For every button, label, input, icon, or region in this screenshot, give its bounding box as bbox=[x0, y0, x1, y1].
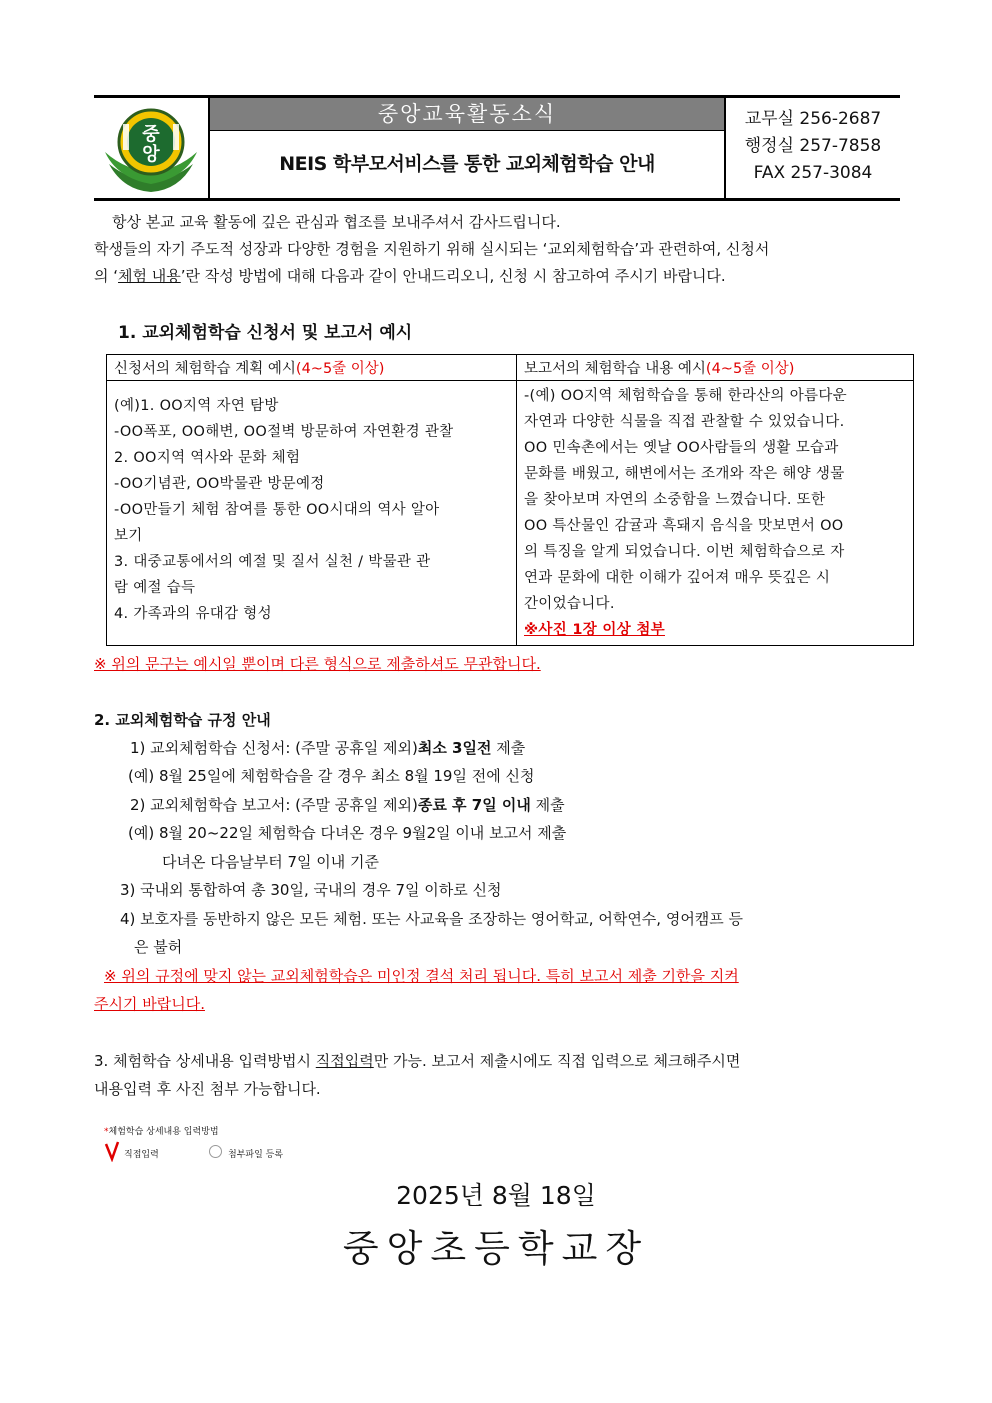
rule-1-bold: 최소 3일전 bbox=[417, 739, 492, 757]
report-line: 자연과 다양한 식물을 직접 관찰할 수 있었습니다. bbox=[524, 414, 845, 430]
rule-4-cont: 은 불허 bbox=[134, 938, 183, 956]
rule-2-post: 제출 bbox=[530, 796, 565, 814]
input-method-snippet bbox=[104, 1122, 304, 1168]
rule-warning-cont: 주시기 바랍니다. bbox=[94, 995, 205, 1013]
rule-2-example-note: 다녀온 다음날부터 7일 이내 기준 bbox=[162, 853, 379, 871]
report-line: 연과 문화에 대한 이해가 깊어져 매우 뜻깊은 시 bbox=[524, 570, 831, 586]
intro-line-3 bbox=[94, 263, 726, 290]
col2-body bbox=[517, 381, 914, 646]
section2-heading: 2. 교외체험학습 규정 안내 bbox=[94, 711, 271, 729]
contact-office: 교무실 256-2687 bbox=[744, 109, 882, 129]
rule-3: 3) 국내외 통합하여 총 30일, 국내의 경우 7일 이하로 신청 bbox=[120, 881, 502, 899]
rule-1-post: 제출 bbox=[491, 739, 526, 757]
section3-post: 만 가능. 보고서 제출시에도 직접 입력으로 체크해주시면 bbox=[373, 1052, 741, 1070]
rule-2 bbox=[130, 792, 565, 819]
col2-header-label: 보고서의 체험학습 내용 예시 bbox=[524, 361, 706, 377]
issue-date: 2025년 8월 18일 bbox=[396, 1181, 596, 1210]
report-line: -(예) OO지역 체험학습을 통해 한라산의 아름다운 bbox=[524, 388, 847, 404]
report-line: OO 특산물인 감귤과 흑돼지 음식을 맛보면서 OO bbox=[524, 518, 844, 534]
section1-heading: 1. 교외체험학습 신청서 및 보고서 예시 bbox=[118, 323, 413, 343]
photo-note: ※사진 1장 이상 첨부 bbox=[524, 622, 665, 638]
col1-header bbox=[107, 355, 517, 381]
plan-line: 보기 bbox=[114, 528, 143, 544]
intro-underlined: 체험 내용 bbox=[118, 267, 181, 285]
plan-line: (예)1. OO지역 자연 탐방 bbox=[114, 398, 279, 414]
required-mark: * bbox=[104, 1127, 109, 1137]
contact-admin: 행정실 257-7858 bbox=[744, 136, 882, 156]
principal-signature: 중앙초등학교장 bbox=[342, 1227, 650, 1270]
rule-1-text: 1) 교외체험학습 신청서: (주말 공휴일 제외) bbox=[130, 739, 418, 757]
rule-1-example: (예) 8월 25일에 체험학습을 갈 경우 최소 8월 19일 전에 신청 bbox=[128, 767, 535, 785]
radio-icon bbox=[209, 1145, 222, 1158]
section3-underlined: 직접입력 bbox=[315, 1052, 374, 1070]
intro-line-1: 항상 본교 교육 활동에 깊은 관심과 협조를 보내주셔서 감사드립니다. bbox=[112, 213, 561, 231]
intro-line-3-pre: 의 ‘ bbox=[94, 267, 119, 285]
plan-line: 람 예절 습득 bbox=[114, 580, 196, 596]
plan-line: 3. 대중교통에서의 예절 및 질서 실천 / 박물관 관 bbox=[114, 554, 431, 570]
rule-1 bbox=[130, 735, 525, 762]
snippet-label-text: 체험학습 상세내용 입력방법 bbox=[108, 1127, 219, 1137]
example-table bbox=[106, 354, 914, 646]
intro-line-2: 학생들의 자기 주도적 성장과 다양한 경험을 지원하기 위해 실시되는 ‘교외체험학습’과 관련하여, 신청서 bbox=[94, 240, 770, 258]
snippet-label bbox=[104, 1124, 219, 1137]
intro-line-3-post: ’란 작성 방법에 대해 다음과 같이 안내드리오니, 신청 시 참고하여 주시기 바랍니다. bbox=[180, 267, 726, 285]
plan-line: 2. OO지역 역사와 문화 체험 bbox=[114, 450, 301, 466]
report-line: 을 찾아보며 자연의 소중함을 느꼈습니다. 또한 bbox=[524, 492, 826, 508]
rule-4: 4) 보호자를 동반하지 않은 모든 체험. 또는 사교육을 조장하는 영어학교, 어학연수, 영어캠프 등 bbox=[120, 910, 744, 928]
logo-char-1: 중 bbox=[142, 124, 160, 145]
checkmark-icon bbox=[104, 1140, 120, 1162]
document-header bbox=[94, 95, 900, 201]
col2-header bbox=[517, 355, 914, 381]
header-title-cell bbox=[210, 98, 726, 198]
option-direct: 직접입력 bbox=[124, 1150, 159, 1160]
col1-header-label: 신청서의 체험학습 계획 예시 bbox=[114, 361, 296, 377]
section3-line-1 bbox=[94, 1048, 900, 1075]
page-title: NEIS 학부모서비스를 통한 교외체험학습 안내 bbox=[279, 153, 655, 175]
col1-body bbox=[107, 381, 517, 646]
rule-2-bold: 종료 후 7일 이내 bbox=[417, 796, 531, 814]
plan-line: 4. 가족과의 유대감 형성 bbox=[114, 606, 272, 622]
rule-2-example: (예) 8월 20~22일 체험학습 다녀온 경우 9월2일 이내 보고서 제출 bbox=[128, 824, 567, 842]
section3-line-2: 내용입력 후 사진 첨부 가능합니다. bbox=[94, 1080, 321, 1098]
option-attachment: 첨부파일 등록 bbox=[228, 1150, 284, 1160]
contact-info bbox=[728, 106, 898, 187]
plan-line: -OO기념관, OO박물관 방문예정 bbox=[114, 476, 325, 492]
logo-char-2: 앙 bbox=[142, 144, 160, 165]
report-line: OO 민속촌에서는 옛날 OO사람들의 생활 모습과 bbox=[524, 440, 839, 456]
newsletter-band: 중앙교육활동소식 bbox=[210, 98, 724, 131]
contact-fax: FAX 257-3084 bbox=[753, 163, 873, 183]
section3-text: 3. 체험학습 상세내용 입력방법시 bbox=[94, 1052, 316, 1070]
school-logo bbox=[103, 102, 199, 194]
logo-cell bbox=[94, 98, 210, 198]
plan-line: -OO폭포, OO해변, OO절벽 방문하여 자연환경 관찰 bbox=[114, 424, 454, 440]
col2-header-note: (4~5줄 이상) bbox=[705, 361, 795, 377]
report-line: 간이었습니다. bbox=[524, 596, 615, 612]
rule-warning: ※ 위의 규정에 맞지 않는 교외체험학습은 미인정 결석 처리 됩니다. 특히 보고서 제출 기한을 지켜 bbox=[104, 967, 739, 985]
section1-footnote: ※ 위의 문구는 예시일 뿐이며 다른 형식으로 제출하셔도 무관합니다. bbox=[94, 655, 541, 673]
col1-header-note: (4~5줄 이상) bbox=[295, 361, 385, 377]
plan-line: -OO만들기 체험 참여를 통한 OO시대의 역사 알아 bbox=[114, 502, 440, 518]
report-line: 문화를 배웠고, 해변에서는 조개와 작은 해양 생물 bbox=[524, 466, 845, 482]
rule-2-text: 2) 교외체험학습 보고서: (주말 공휴일 제외) bbox=[130, 796, 418, 814]
report-line: 의 특징을 알게 되었습니다. 이번 체험학습으로 자 bbox=[524, 544, 845, 560]
